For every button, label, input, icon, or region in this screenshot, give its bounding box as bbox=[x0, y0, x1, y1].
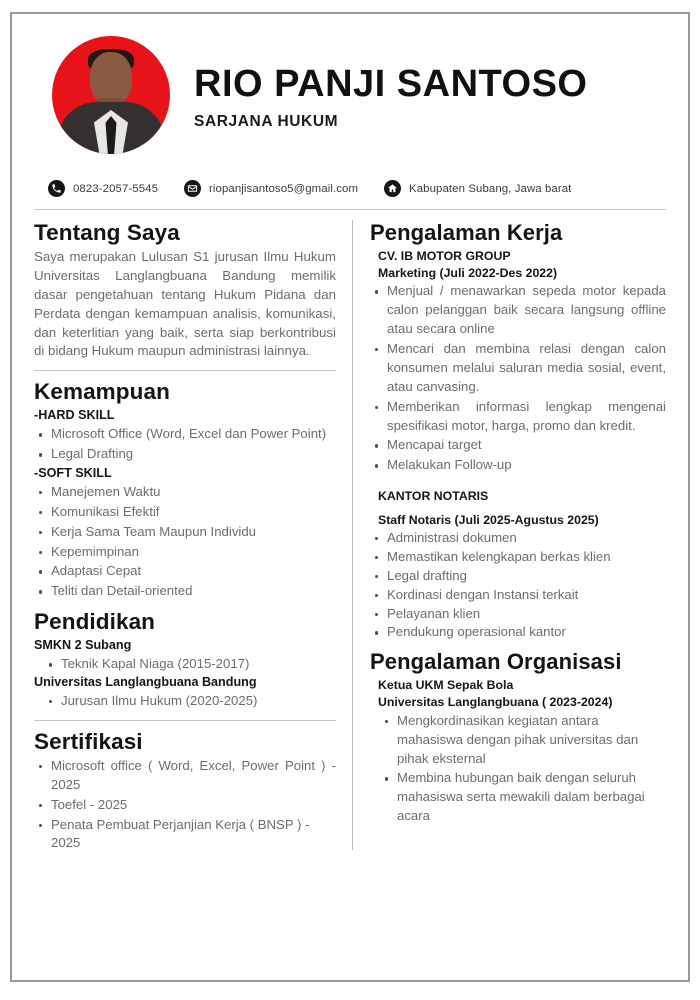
education-school-1: SMKN 2 Subang bbox=[34, 638, 132, 653]
name-block bbox=[194, 59, 588, 131]
education-list-1 bbox=[34, 655, 336, 674]
divider-education-cert bbox=[34, 720, 336, 721]
list-item: Mencari dan membina relasi dengan calon konsumen melalui saluran media sosial, event, atau canvasing. bbox=[370, 340, 666, 397]
contact-email[interactable] bbox=[184, 180, 358, 197]
contact-phone[interactable] bbox=[48, 180, 158, 197]
list-item: Pendukung operasional kantor bbox=[370, 623, 666, 642]
organization-role: Ketua UKM Sepak Bola bbox=[378, 677, 514, 692]
list-item: Toefel - 2025 bbox=[34, 796, 336, 815]
list-item: Kordinasi dengan Instansi terkait bbox=[370, 586, 666, 605]
section-organization bbox=[370, 649, 666, 826]
list-item: Teknik Kapal Niaga (2015-2017) bbox=[44, 655, 336, 674]
soft-skill-label: -SOFT SKILL bbox=[34, 466, 112, 481]
organization-institution: Universitas Langlangbuana ( 2023-2024) bbox=[378, 695, 613, 710]
list-item: Kepemimpinan bbox=[34, 543, 336, 562]
page-subtitle: SARJANA HUKUM bbox=[194, 112, 339, 130]
list-item: Jurusan Ilmu Hukum (2020-2025) bbox=[44, 692, 336, 711]
about-title: Tentang Saya bbox=[34, 220, 180, 245]
home-icon bbox=[384, 180, 401, 197]
contact-location-text: Kabupaten Subang, Jawa barat bbox=[409, 182, 572, 195]
contact-row bbox=[34, 180, 666, 197]
header-divider bbox=[34, 209, 666, 210]
list-item: Administrasi dokumen bbox=[370, 529, 666, 548]
list-item: Menjual / menawarkan sepeda motor kepada calon pelanggan baik secara langsung offline atau secara online bbox=[370, 282, 666, 339]
organization-list bbox=[370, 712, 666, 826]
list-item: Penata Pembuat Perjanjian Kerja ( BNSP ) - 2025 bbox=[34, 816, 336, 854]
section-about bbox=[34, 220, 336, 361]
hard-skill-list bbox=[34, 425, 336, 464]
education-school-2: Universitas Langlangbuana Bandung bbox=[34, 675, 257, 690]
soft-skill-list bbox=[34, 483, 336, 601]
list-item: Melakukan Follow-up bbox=[370, 456, 666, 475]
work-title: Pengalaman Kerja bbox=[370, 220, 563, 245]
list-item: Kerja Sama Team Maupun Individu bbox=[34, 523, 336, 542]
contact-location[interactable] bbox=[384, 180, 571, 197]
job-role-2: Staff Notaris (Juli 2025-Agustus 2025) bbox=[378, 512, 599, 527]
list-item: Membina hubungan baik dengan seluruh mahasiswa serta mewakili dalam berbagai acara bbox=[380, 769, 666, 826]
divider-about-skills bbox=[34, 370, 336, 371]
content-columns bbox=[34, 220, 666, 854]
list-item: Legal Drafting bbox=[34, 445, 336, 464]
list-item: Mengkordinasikan kegiatan antara mahasiswa dengan pihak universitas dan pihak eksternal bbox=[380, 712, 666, 769]
organization-title: Pengalaman Organisasi bbox=[370, 649, 622, 675]
page-title: RIO PANJI SANTOSO bbox=[194, 63, 588, 106]
contact-phone-text: 0823-2057-5545 bbox=[73, 182, 159, 195]
list-item: Memberikan informasi lengkap mengenai spesifikasi motor, harga, promo dan kredit. bbox=[370, 398, 666, 436]
certification-title: Sertifikasi bbox=[34, 728, 143, 754]
certification-list bbox=[34, 757, 336, 853]
job-company-2: KANTOR NOTARIS bbox=[378, 489, 489, 504]
job-duties-1 bbox=[370, 282, 666, 475]
section-certification bbox=[34, 729, 336, 853]
job-company-1: CV. IB MOTOR GROUP bbox=[378, 248, 511, 263]
left-column bbox=[34, 220, 352, 854]
list-item: Adaptasi Cepat bbox=[34, 562, 336, 581]
list-item: Pelayanan klien bbox=[370, 605, 666, 624]
right-column bbox=[353, 220, 666, 854]
education-list-2 bbox=[34, 692, 336, 711]
section-work-experience bbox=[370, 220, 666, 642]
education-title: Pendidikan bbox=[34, 609, 156, 635]
list-item: Manejemen Waktu bbox=[34, 483, 336, 502]
contact-email-text: riopanjisantoso5@gmail.com bbox=[209, 182, 359, 195]
list-item: Memastikan kelengkapan berkas klien bbox=[370, 548, 666, 567]
about-body: Saya merupakan Lulusan S1 jurusan Ilmu Hukum Universitas Langlangbuana Bandung memilik dasar pengetahuan tentang Hukum Pidana dan Perdata dengan kemampuan analisis, komunikasi, dan keterlitian yang baik, serta siap berkontribusi di bidang Hukum maupun administrasi lainnya. bbox=[34, 249, 336, 359]
job-entry-2 bbox=[370, 488, 666, 642]
list-item: Teliti dan Detail-oriented bbox=[34, 582, 336, 601]
resume-header bbox=[34, 32, 666, 154]
section-skills bbox=[34, 379, 336, 601]
list-item: Komunikasi Efektif bbox=[34, 503, 336, 522]
list-item: Legal drafting bbox=[370, 567, 666, 586]
job-duties-2 bbox=[370, 529, 666, 642]
job-entry-1 bbox=[370, 248, 666, 476]
avatar bbox=[52, 36, 170, 154]
list-item: Microsoft Office (Word, Excel dan Power Point) bbox=[34, 425, 336, 444]
job-role-1: Marketing (Juli 2022-Des 2022) bbox=[378, 265, 558, 280]
resume-sheet bbox=[10, 12, 690, 982]
skills-title: Kemampuan bbox=[34, 379, 170, 405]
list-item: Mencapai target bbox=[370, 436, 666, 455]
section-education bbox=[34, 609, 336, 711]
avatar-face bbox=[90, 52, 132, 104]
phone-icon bbox=[48, 180, 65, 197]
hard-skill-label: -HARD SKILL bbox=[34, 408, 115, 423]
list-item: Microsoft office ( Word, Excel, Power Point ) - 2025 bbox=[34, 757, 336, 795]
email-icon bbox=[184, 180, 201, 197]
